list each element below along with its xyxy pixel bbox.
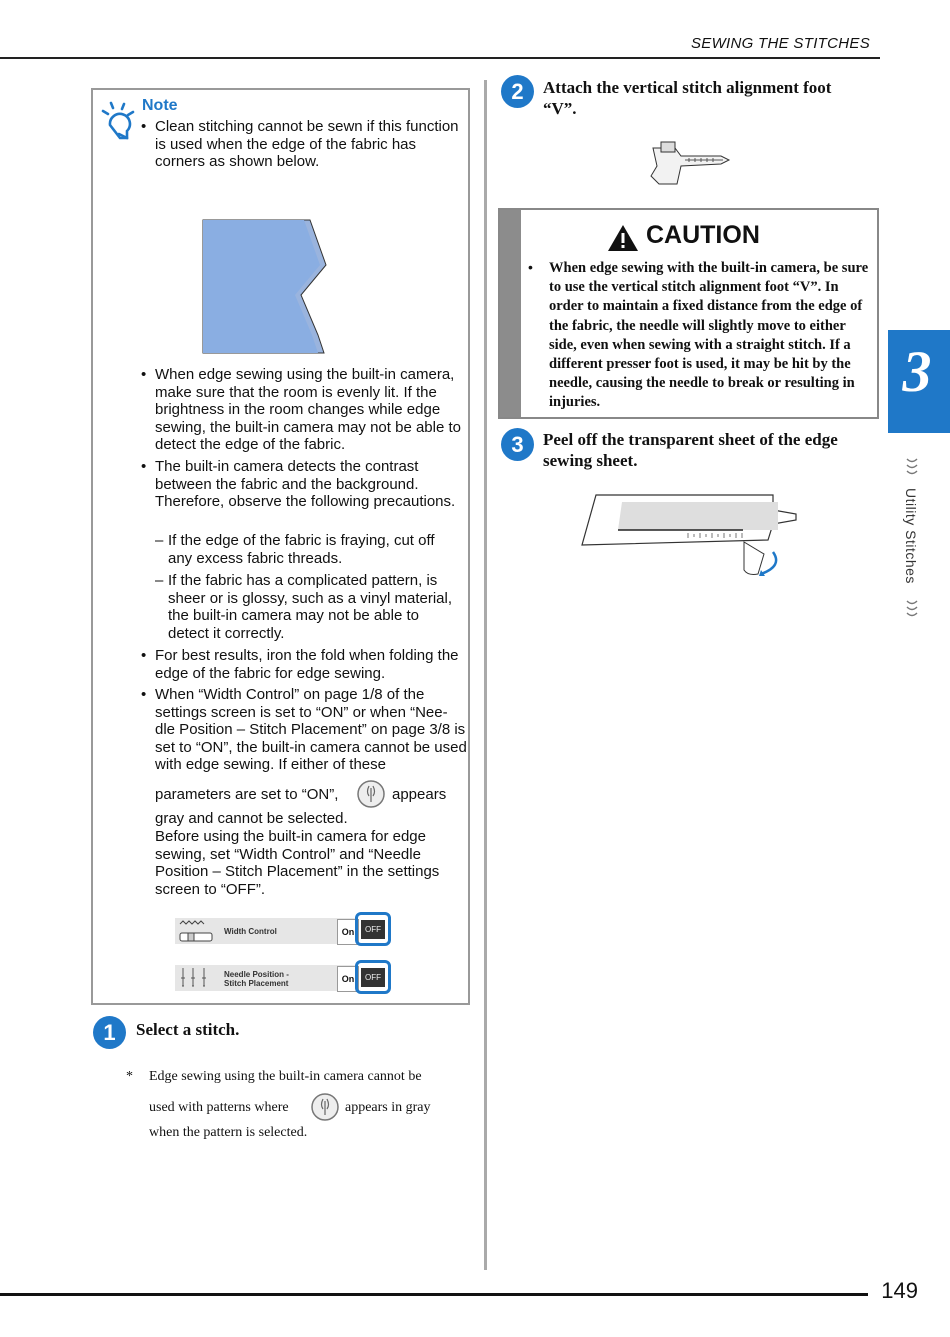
footer-rule	[0, 1293, 868, 1296]
chapter-ornament-icon	[904, 598, 920, 620]
note-bullet-1	[141, 118, 465, 171]
caution-side-bar	[500, 210, 521, 417]
bullet-icon: •	[141, 458, 147, 475]
width-control-icon	[178, 919, 214, 943]
column-divider	[484, 80, 487, 1270]
needle-position-icon	[178, 966, 214, 990]
step-1-badge: 1	[93, 1016, 126, 1049]
footnote-line-2b: appears in gray	[345, 1100, 431, 1115]
note-bullet-5-param-a: parameters are set to “ON”,	[155, 786, 339, 803]
note-bullet-5-text: When “Width Control” on page 1/8 of the settings screen is set to “ON” or when “Nee-dle Position – Stitch Placement” on page 3/8 is set to “ON”, the built-in camera cannot be used with edge sewing. If either of these	[155, 686, 467, 773]
width-control-label: Width Control	[224, 927, 277, 936]
dash-icon: –	[155, 572, 164, 589]
note-bullet-5-param-b: appears	[392, 786, 447, 803]
bullet-icon: •	[141, 366, 147, 383]
note-bullet-4	[141, 647, 465, 682]
note-label: Note	[142, 97, 178, 114]
note-bullet-3-text: The built-in camera detects the contrast between the fabric and the background. Therefore, observe the following precautions.	[155, 458, 456, 510]
note-dash-2-text: If the fabric has a complicated pattern, is sheer or is glossy, such as a vinyl material, the built-in camera may not be able to detect it correctly.	[168, 572, 452, 642]
note-bullet-4-text: For best results, iron the fold when folding the edge of the fabric for edge sewing.	[155, 647, 459, 682]
note-bullet-2-text: When edge sewing using the built-in camera, make sure that the room is evenly lit. If the brightness in the room changes while edge sewing, the built-in camera may not be able to detect the edge of the fabric.	[155, 366, 461, 453]
fabric-corner-illustration	[200, 217, 330, 357]
edge-sewing-disabled-icon	[310, 1092, 340, 1122]
step-1-title: Select a stitch.	[136, 1020, 240, 1039]
width-control-off-button[interactable]: OFF	[361, 920, 385, 939]
note-bullet-5-before: Before using the built-in camera for edge sewing, set “Width Control” and “Needle Position – Stitch Placement” in the settings screen to “OFF”.	[155, 828, 440, 898]
chapter-side-label: Utility Stitches	[903, 488, 919, 584]
chapter-ornament-icon	[904, 456, 920, 478]
edge-sewing-disabled-icon	[356, 779, 386, 809]
needle-position-label	[224, 970, 289, 988]
note-bullet-5	[141, 686, 467, 774]
step-3-badge: 3	[501, 428, 534, 461]
bullet-icon: •	[141, 647, 147, 664]
note-bullet-2	[141, 366, 465, 454]
needle-position-on-button[interactable]: On	[337, 966, 359, 992]
note-lightbulb-icon	[100, 100, 138, 144]
header-rule	[0, 57, 880, 59]
note-dash-2	[155, 572, 462, 642]
caution-title: CAUTION	[646, 221, 760, 249]
step-2-badge: 2	[501, 75, 534, 108]
note-bullet-3	[141, 458, 465, 511]
note-bullet-1-text: Clean stitching cannot be sewn if this function is used when the edge of the fabric has corners as shown below.	[155, 118, 459, 170]
warning-triangle-icon	[606, 223, 640, 253]
footnote-line-2a: used with patterns where	[149, 1100, 289, 1115]
edge-sewing-sheet-illustration	[578, 490, 800, 580]
needle-position-label-line1: Needle Position -	[224, 970, 289, 979]
page-number: 149	[881, 1278, 918, 1303]
caution-text: When edge sewing with the built-in camera, be sure to use the vertical stitch alignment foot “V”. In order to maintain a fixed distance from the edge of the fabric, the needle will slightly move to either side, even when sewing with a straight stitch. If a different presser foot is used, it may be hit by the needle, causing the needle to break or resulting in injuries.	[549, 260, 869, 411]
needle-position-label-line2: Stitch Placement	[224, 979, 289, 988]
bullet-icon: •	[141, 118, 147, 135]
footnote-line-1: Edge sewing using the built-in camera cannot be	[149, 1069, 422, 1084]
bullet-icon: •	[141, 686, 147, 703]
running-header: SEWING THE STITCHES	[690, 35, 870, 52]
presser-foot-v-illustration	[645, 140, 735, 195]
note-dash-1-text: If the edge of the fabric is fraying, cut off any excess fabric threads.	[168, 532, 435, 567]
note-bullet-5-gray: gray and cannot be selected.	[155, 810, 348, 827]
width-control-on-button[interactable]: On	[337, 919, 359, 945]
chapter-number: 3	[902, 339, 932, 404]
needle-position-off-button[interactable]: OFF	[361, 968, 385, 987]
dash-icon: –	[155, 532, 164, 549]
step-2-title: Attach the vertical stitch alignment foot “V”.	[543, 78, 832, 118]
note-dash-1	[155, 532, 462, 567]
footnote-line-3: when the pattern is selected.	[149, 1125, 308, 1140]
step-3-title: Peel off the transparent sheet of the edge sewing sheet.	[543, 430, 838, 470]
bullet-icon: •	[528, 259, 533, 275]
footnote-marker: *	[126, 1069, 133, 1084]
